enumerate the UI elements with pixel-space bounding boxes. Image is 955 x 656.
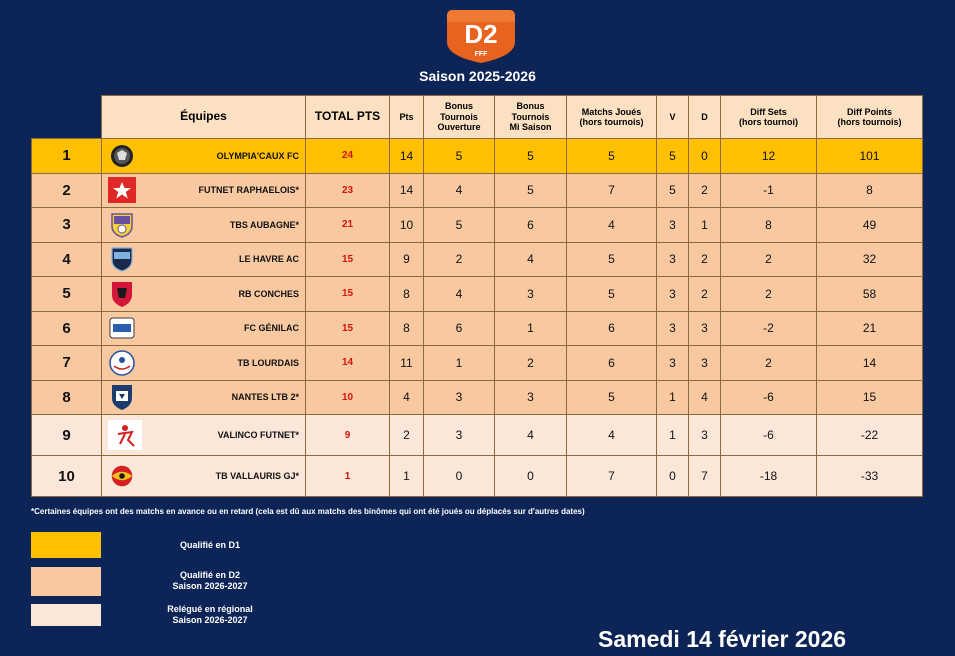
- diff-points-cell: 49: [817, 208, 923, 243]
- olympiacaux-crest-icon: [108, 143, 136, 169]
- valinco-player-icon: [108, 420, 142, 450]
- diff-sets-cell: 12: [721, 139, 817, 174]
- legend-swatch-d1: [31, 532, 101, 558]
- team-name: TB LOURDAIS: [237, 357, 299, 368]
- legend-line: Saison 2026-2027: [172, 580, 248, 591]
- rank-cell: 10: [32, 456, 102, 497]
- bonus-ouverture-cell: 3: [424, 415, 495, 456]
- rank-cell: 4: [32, 242, 102, 277]
- table-row: [32, 277, 923, 312]
- d-cell: 0: [689, 139, 721, 174]
- bonus-mi-saison-cell: 2: [495, 346, 567, 381]
- pts-cell: 8: [390, 311, 424, 346]
- header-line: (hors tournois): [579, 117, 644, 127]
- team-cell: [102, 277, 306, 312]
- matchs-cell: 4: [567, 415, 657, 456]
- diff-sets-cell: 2: [721, 346, 817, 381]
- diff-points-cell: 14: [817, 346, 923, 381]
- logo-text: D2: [464, 19, 498, 49]
- teams-header: Équipes: [102, 96, 306, 139]
- bonus-ouverture-cell: 4: [424, 173, 495, 208]
- total-pts-cell: 24: [306, 139, 390, 174]
- pts-cell: 14: [390, 173, 424, 208]
- header-line: Bonus: [516, 101, 545, 112]
- pts-cell: 8: [390, 277, 424, 312]
- rank-cell: 3: [32, 208, 102, 243]
- diff-points-cell: 8: [817, 173, 923, 208]
- v-header: V: [657, 96, 689, 139]
- pts-cell: 1: [390, 456, 424, 497]
- bonus-mi-saison-cell: 3: [495, 380, 567, 415]
- total-pts-cell: 21: [306, 208, 390, 243]
- legend-line: Qualifié en D2: [179, 570, 241, 580]
- matchs-cell: 5: [567, 277, 657, 312]
- pts-cell: 11: [390, 346, 424, 381]
- diff-points-header: [817, 96, 923, 139]
- table-row: [32, 311, 923, 346]
- diff-sets-header: [721, 96, 817, 139]
- table-row: [32, 456, 923, 497]
- team-cell: [102, 380, 306, 415]
- date-label: Samedi 14 février 2026: [598, 626, 847, 652]
- table-row: [32, 346, 923, 381]
- team-cell: [102, 208, 306, 243]
- d-cell: 2: [689, 277, 721, 312]
- table-row: [32, 242, 923, 277]
- d-cell: 2: [689, 173, 721, 208]
- matchs-cell: 5: [567, 139, 657, 174]
- team-name: FUTNET RAPHAELOIS*: [198, 185, 299, 196]
- team-name: OLYMPIA'CAUX FC: [216, 150, 299, 161]
- total-pts-cell: 10: [306, 380, 390, 415]
- total-pts-header: TOTAL PTS: [306, 96, 390, 139]
- bonus-mi-saison-cell: 5: [495, 139, 567, 174]
- diff-points-cell: 32: [817, 242, 923, 277]
- pts-cell: 14: [390, 139, 424, 174]
- legend-label-regional: [140, 604, 280, 626]
- legend-line: Saison 2026-2027: [172, 614, 248, 625]
- bonus-mi-saison-header: [495, 96, 567, 139]
- d-cell: 7: [689, 456, 721, 497]
- nantes-shield-icon: [108, 384, 136, 410]
- team-cell: [102, 311, 306, 346]
- bonus-ouverture-cell: 6: [424, 311, 495, 346]
- vallauris-ball-icon: [108, 463, 136, 489]
- header-line: Bonus: [445, 101, 473, 112]
- d2-logo: [445, 8, 517, 64]
- d2-shield-icon: [445, 8, 517, 64]
- diff-sets-cell: 2: [721, 277, 817, 312]
- bonus-ouverture-cell: 1: [424, 346, 495, 381]
- team-name: NANTES LTB 2*: [231, 392, 299, 403]
- team-cell: [102, 173, 306, 208]
- bonus-mi-saison-cell: 4: [495, 242, 567, 277]
- diff-sets-cell: -6: [721, 380, 817, 415]
- diff-sets-cell: -2: [721, 311, 817, 346]
- diff-points-cell: 101: [817, 139, 923, 174]
- matchs-cell: 6: [567, 311, 657, 346]
- table-header-row: [32, 96, 923, 139]
- total-pts-cell: 9: [306, 415, 390, 456]
- header-line: Diff Points: [847, 106, 892, 117]
- diff-sets-cell: -1: [721, 173, 817, 208]
- rank-cell: 6: [32, 311, 102, 346]
- matchs-cell: 7: [567, 456, 657, 497]
- d-cell: 3: [689, 346, 721, 381]
- d-cell: 2: [689, 242, 721, 277]
- rank-cell: 2: [32, 173, 102, 208]
- bonus-mi-saison-cell: 5: [495, 173, 567, 208]
- v-cell: 1: [657, 415, 689, 456]
- legend-line: Relégué en régional: [167, 604, 253, 614]
- d-cell: 3: [689, 311, 721, 346]
- bonus-ouverture-cell: 3: [424, 380, 495, 415]
- header-line: Diff Sets: [750, 106, 787, 117]
- rank-cell: 5: [32, 277, 102, 312]
- logo-subtext: FFF: [474, 51, 488, 58]
- matchs-cell: 4: [567, 208, 657, 243]
- matchs-cell: 7: [567, 173, 657, 208]
- rank-cell: 9: [32, 415, 102, 456]
- fcg-crest-icon: [108, 315, 136, 341]
- v-cell: 3: [657, 242, 689, 277]
- diff-points-cell: 15: [817, 380, 923, 415]
- total-pts-cell: 23: [306, 173, 390, 208]
- total-pts-cell: 14: [306, 346, 390, 381]
- pts-header: Pts: [390, 96, 424, 139]
- rank-cell: 8: [32, 380, 102, 415]
- diff-points-cell: 58: [817, 277, 923, 312]
- d-cell: 3: [689, 415, 721, 456]
- team-cell: [102, 242, 306, 277]
- bonus-ouverture-cell: 4: [424, 277, 495, 312]
- v-cell: 3: [657, 277, 689, 312]
- v-cell: 5: [657, 173, 689, 208]
- bonus-mi-saison-cell: 0: [495, 456, 567, 497]
- bonus-ouverture-cell: 5: [424, 139, 495, 174]
- team-name: RB CONCHES: [238, 288, 299, 299]
- matchs-cell: 5: [567, 380, 657, 415]
- v-cell: 3: [657, 311, 689, 346]
- d-cell: 1: [689, 208, 721, 243]
- v-cell: 0: [657, 456, 689, 497]
- rank-cell: 7: [32, 346, 102, 381]
- season-title: Saison 2025-2026: [419, 68, 536, 84]
- rank-header: [32, 96, 102, 139]
- team-cell: [102, 415, 306, 456]
- v-cell: 1: [657, 380, 689, 415]
- diff-sets-cell: 8: [721, 208, 817, 243]
- raphaelois-star-icon: [108, 177, 136, 203]
- table-row: [32, 380, 923, 415]
- matchs-joues-header: [567, 96, 657, 139]
- legend-swatch-regional: [31, 604, 101, 626]
- legend-line: Qualifié en D1: [179, 540, 241, 550]
- rank-cell: 1: [32, 139, 102, 174]
- bonus-mi-saison-cell: 1: [495, 311, 567, 346]
- v-cell: 5: [657, 139, 689, 174]
- team-cell: [102, 346, 306, 381]
- conches-shield-icon: [108, 281, 136, 307]
- table-row: [32, 173, 923, 208]
- matchs-cell: 5: [567, 242, 657, 277]
- bonus-ouverture-cell: 2: [424, 242, 495, 277]
- legend-swatch-d2: [31, 567, 101, 596]
- header-line: Mi Saison: [509, 122, 552, 133]
- d-cell: 4: [689, 380, 721, 415]
- header-line: (hors tournois): [837, 117, 902, 127]
- table-row: [32, 208, 923, 243]
- diff-points-cell: 21: [817, 311, 923, 346]
- total-pts-cell: 15: [306, 242, 390, 277]
- bonus-mi-saison-cell: 6: [495, 208, 567, 243]
- aubagne-shield-icon: [108, 212, 136, 238]
- total-pts-cell: 15: [306, 277, 390, 312]
- diff-points-cell: -22: [817, 415, 923, 456]
- pts-cell: 10: [390, 208, 424, 243]
- table-row: [32, 415, 923, 456]
- total-pts-cell: 15: [306, 311, 390, 346]
- team-name: TBS AUBAGNE*: [229, 219, 299, 230]
- bonus-ouverture-cell: 5: [424, 208, 495, 243]
- bonus-mi-saison-cell: 3: [495, 277, 567, 312]
- diff-points-cell: -33: [817, 456, 923, 497]
- legend-label-d2: [140, 570, 280, 592]
- header-line: Tournois: [511, 111, 550, 122]
- legend-label-d1: [140, 540, 280, 551]
- hac-shield-icon: [108, 246, 136, 272]
- header-line: Tournois: [440, 111, 478, 122]
- v-cell: 3: [657, 208, 689, 243]
- team-name: TB VALLAURIS GJ*: [215, 471, 299, 481]
- standings-table: [31, 95, 923, 497]
- bonus-ouverture-cell: 0: [424, 456, 495, 497]
- team-name: VALINCO FUTNET*: [217, 430, 299, 440]
- bonus-mi-saison-cell: 4: [495, 415, 567, 456]
- team-name: LE HAVRE AC: [238, 254, 299, 265]
- pts-cell: 4: [390, 380, 424, 415]
- header-line: Ouverture: [437, 122, 481, 133]
- v-cell: 3: [657, 346, 689, 381]
- diff-sets-cell: 2: [721, 242, 817, 277]
- matchs-cell: 6: [567, 346, 657, 381]
- table-row: [32, 139, 923, 174]
- footnote: *Certaines équipes ont des matchs en avance ou en retard (cela est dû aux matchs des binômes qui ont été joués ou déplacés sur d'autres dates): [31, 507, 585, 516]
- total-pts-cell: 1: [306, 456, 390, 497]
- team-cell: [102, 456, 306, 497]
- pts-cell: 9: [390, 242, 424, 277]
- bonus-ouverture-header: [424, 96, 495, 139]
- lourdais-round-icon: [108, 350, 136, 376]
- diff-sets-cell: -18: [721, 456, 817, 497]
- pts-cell: 2: [390, 415, 424, 456]
- header-line: (hors tournoi): [739, 117, 798, 127]
- header-line: Matchs Joués: [581, 106, 642, 117]
- team-name: FC GÉNILAC: [244, 323, 299, 334]
- team-cell: [102, 139, 306, 174]
- diff-sets-cell: -6: [721, 415, 817, 456]
- d-header: D: [689, 96, 721, 139]
